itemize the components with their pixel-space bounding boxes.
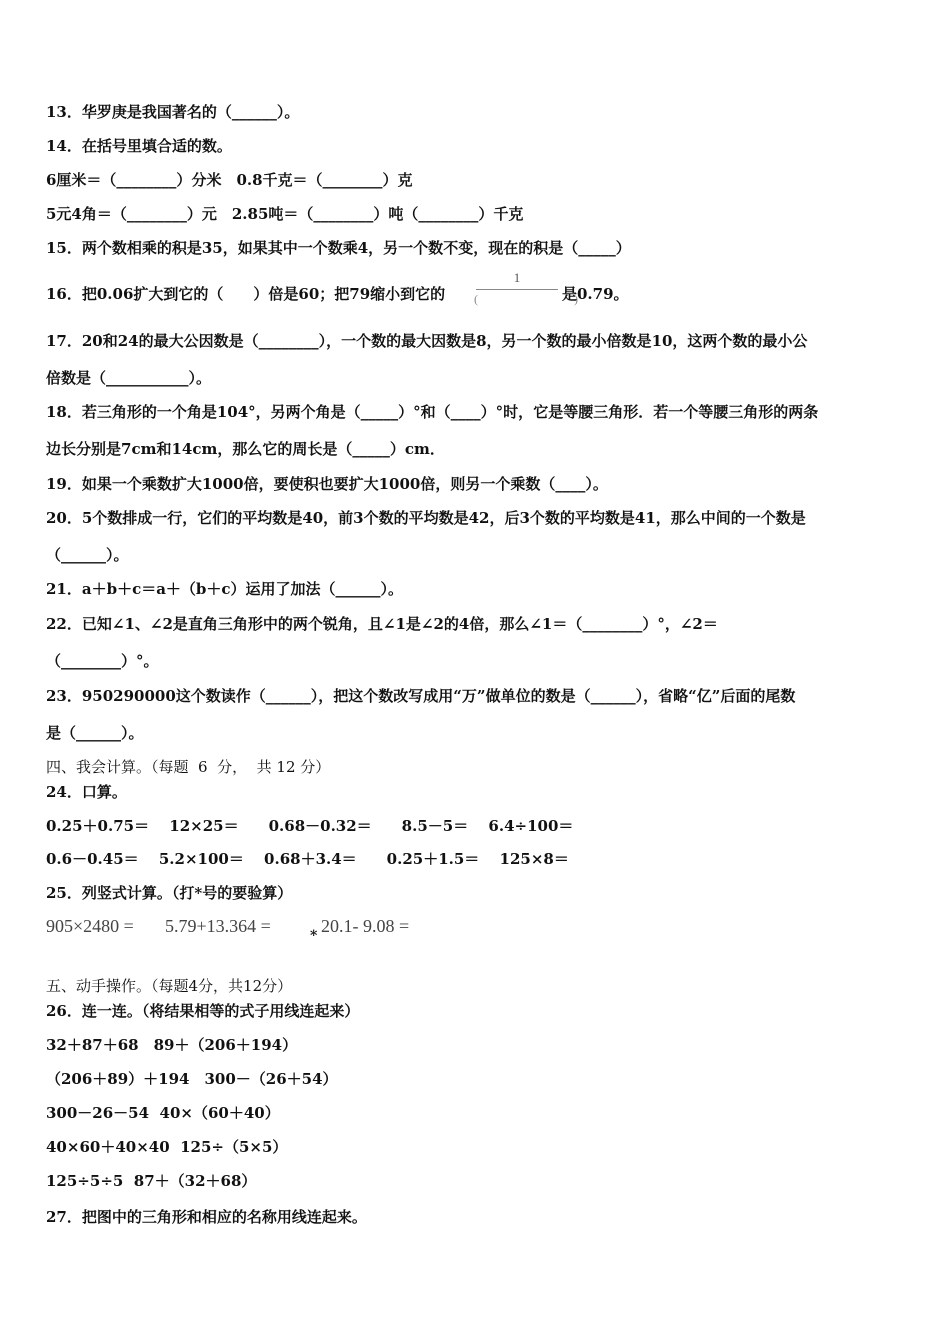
vertical-calc-1: 905×2480 = [46,916,134,936]
question-16 [46,284,445,304]
question-14-line-a: 6厘米＝（________）分米 0.8千克＝（________）克 [46,171,413,189]
question-26: 26．连一连。（将结果相等的式子用线连起来） [46,1002,360,1020]
match-row-2: （206＋89）＋194 300－（26＋54） [46,1070,338,1088]
question-13: 13．华罗庚是我国著名的（______）。 [46,103,300,121]
match-row-1: 32＋87＋68 89＋（206＋194） [46,1036,298,1054]
question-27: 27．把图中的三角形和相应的名称用线连起来。 [46,1208,367,1226]
section-4-heading: 四、我会计算。（每题 6 分， 共 12 分） [46,758,331,776]
question-16-before: 16．把0.06扩大到它的（ ）倍是60；把79缩小到它的 [46,285,446,303]
question-18-line-a: 18．若三角形的一个角是104°，另两个角是（_____）°和（____）°时，它是等腰三角形．若一个等腰三角形的两条 [46,403,819,421]
question-16-after: 是0.79。 [562,285,629,303]
question-25: 25．列竖式计算。（打*号的要验算） [46,884,293,902]
question-15: 15．两个数相乘的积是35，如果其中一个数乘4，另一个数不变，现在的积是（_____） [46,239,631,257]
question-22-line-b: （________）°。 [46,652,159,670]
match-row-5: 125÷5÷5 87＋（32＋68） [46,1172,257,1190]
calc-row-1: 0.25＋0.75＝ 12×25＝ 0.68－0.32＝ 8.5－5＝ 6.4÷100＝ [46,817,574,835]
vertical-calc-3: 20.1- 9.08 = [321,916,410,936]
fraction [474,270,578,310]
question-23-line-a: 23．950290000这个数读作（______），把这个数改写成用“万”做单位的数是（______），省略“亿”后面的尾数 [46,687,796,705]
question-14: 14．在括号里填合适的数。 [46,137,232,155]
question-24: 24．口算。 [46,783,127,801]
question-21: 21．a＋b＋c＝a＋（b＋c）运用了加法（______）。 [46,580,404,598]
question-17-line-a: 17．20和24的最大公因数是（________），一个数的最大因数是8，另一个数的最小倍数是10，这两个数的最小公 [46,332,808,350]
section-5-heading: 五、动手操作。（每题4分，共12分） [46,977,293,995]
question-17-line-b: 倍数是（___________）。 [46,369,212,387]
match-row-4: 40×60＋40×40 125÷（5×5） [46,1138,288,1156]
question-20-line-a: 20．5个数排成一行，它们的平均数是40，前3个数的平均数是42，后3个数的平均数是41，那么中间的一个数是 [46,509,806,527]
vertical-calc-2: 5.79+13.364 = [165,916,271,936]
fraction-numerator: 1 [513,270,521,285]
question-22-line-a: 22．已知∠1、∠2是直角三角形中的两个锐角，且∠1是∠2的4倍，那么∠1＝（________）°，∠2＝ [46,615,718,633]
match-row-3: 300－26－54 40×（60＋40） [46,1104,280,1122]
question-14-line-b: 5元4角＝（________）元 2.85吨＝（________）吨（________）千克 [46,205,524,223]
question-23-line-b: 是（______）。 [46,724,144,742]
question-19: 19．如果一个乘数扩大1000倍，要使积也要扩大1000倍，则另一个乘数（____）。 [46,475,608,493]
question-18-line-b: 边长分别是7cm和14cm，那么它的周长是（_____）cm． [46,440,445,458]
calc-row-2: 0.6－0.45＝ 5.2×100＝ 0.68＋3.4＝ 0.25＋1.5＝ 125×8＝ [46,850,569,868]
question-20-line-b: （______）。 [46,546,129,564]
verify-star: * [310,928,318,944]
fraction-denominator: ( ) [474,292,578,306]
